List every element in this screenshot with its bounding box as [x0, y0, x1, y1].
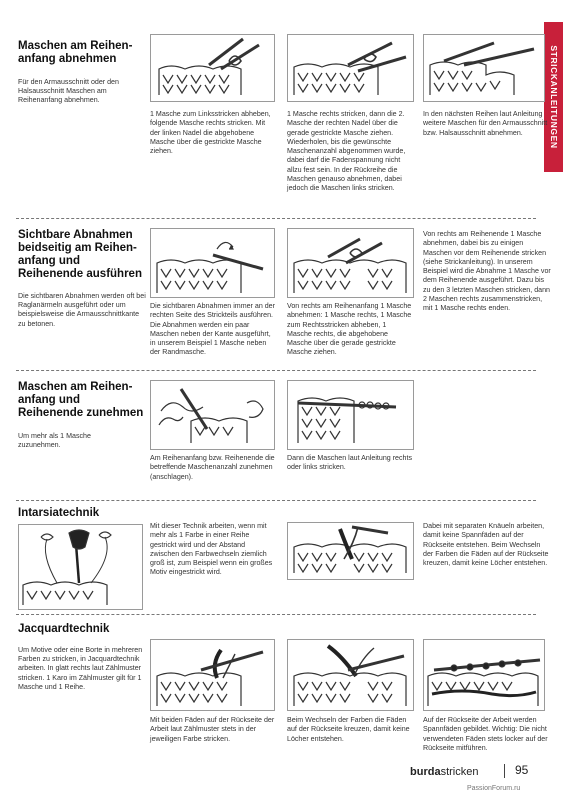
caption-abnehmen-2: 1 Masche rechts stricken, dann die 2. Masche der rechten Nadel über die gerade gestrickte Masche ziehen. Wiederholen, bis die gewünschte Maschenanzahl abgenommen wurde, dabei darf die Fadenspannung nicht allzu fest sein. In der Rückreihe die Maschen genauso abnehmen, dabei jedoch die Maschen links stricken. — [287, 110, 406, 193]
section-divider — [16, 370, 536, 371]
section-title-jacquardtechnik: Jacquardtechnik — [18, 623, 110, 635]
section-title-abnehmen: Maschen am Reihen- anfang abnehmen — [18, 40, 133, 65]
illustration-zunehmen-1 — [150, 380, 275, 450]
caption-zunehmen-1: Am Reihenanfang bzw. Reihenende die betreffende Maschenanzahl zunehmen (anschlagen). — [150, 454, 275, 481]
caption-abnehmen-1: 1 Masche zum Linksstricken abheben, folgende Masche rechts stricken. Mit der linken Nadel die abgehobene Masche über die gestrickte Masche ziehen. — [150, 110, 271, 156]
section-title-zunehmen: Maschen am Reihen- anfang und Reihenende zunehmen — [18, 381, 144, 419]
caption-jacquard-3: Auf der Rückseite der Arbeit werden Spannfäden gebildet. Wichtig: Die nicht verwendeten Fäden stets locker auf der Rückseite mitführen. — [423, 716, 548, 752]
section-tab — [544, 22, 563, 172]
illustration-intarsia-2 — [287, 522, 414, 580]
illustration-intarsia-1 — [18, 524, 143, 610]
section-divider — [16, 500, 536, 501]
illustration-jacquard-1 — [150, 639, 275, 711]
footer-separator — [504, 764, 505, 778]
caption-jacquard-2: Beim Wechseln der Farben die Fäden auf der Rückseite kreuzen, damit keine Löcher entstehen. — [287, 716, 410, 743]
caption-intarsia-1: Mit dieser Technik arbeiten, wenn mit mehr als 1 Farbe in einer Reihe gestrickt wird und der Abstand zwischen den Farbwechseln ziemlich groß ist, zum Beispiel wenn ein großes Motiv eingestrickt wird. — [150, 522, 273, 577]
caption-sichtbar-2: Von rechts am Reihenanfang 1 Masche abnehmen: 1 Masche rechts, 1 Masche zum Rechtsstricken abheben, 1 Masche rechts, die abgehobene Masche über die gerade gestrickte Masche ziehen. — [287, 302, 412, 357]
caption-sichtbar-1: Die sichtbaren Abnahmen immer an der rechten Seite des Strickteils ausführen. Die Abnahmen werden ein paar Maschen neben der Kante ausgeführt, in unserem Beispiel 1 Masche neben der Randmasche. — [150, 302, 275, 357]
section-divider — [16, 218, 536, 219]
section-intro-jacquardtechnik: Um Motive oder eine Borte in mehreren Farben zu stricken, in Jacquardtechnik arbeiten. In glatt rechts laut Zählmuster stricken. 1 Karo im Zählmuster gilt für 1 Masche und 1 Reihe. — [18, 646, 143, 691]
caption-sichtbar-3: Von rechts am Reihenende 1 Masche abnehmen, dabei bis zu einigen Maschen vor dem Reihenende stricken (siehe Strickanleitung). In unserem Beispiel wird die Abnahme 1 Masche vor dem Reihenende ausgeführt. Dazu bis zu den 3 letzten Maschen stricken, dann 2 Maschen rechts zusammenstricken, mit 1 Masche rechts enden. — [423, 230, 551, 313]
watermark-source: PassionForum.ru — [467, 785, 521, 792]
page-number: 95 — [515, 763, 529, 777]
caption-zunehmen-2: Dann die Maschen laut Anleitung rechts oder links stricken. — [287, 454, 413, 472]
caption-abnehmen-3: In den nächsten Reihen laut Anleitung weitere Maschen für den Armausschnitt bzw. Halsausschnitt abnehmen. — [423, 110, 548, 137]
section-divider — [16, 614, 536, 615]
section-intro-abnehmen: Für den Armausschnitt oder den Halsausschnitt Maschen am Reihenanfang abnehmen. — [18, 78, 119, 105]
section-intro-sichtbare-abnahmen: Die sichtbaren Abnahmen werden oft bei Raglanärmeln ausgeführt oder um beispielsweise die Armausschnittkante zu betonen. — [18, 292, 146, 328]
brand-bold: burda — [410, 766, 441, 778]
illustration-jacquard-2 — [287, 639, 414, 711]
illustration-zunehmen-2 — [287, 380, 414, 450]
section-title-sichtbare-abnahmen: Sichtbare Abnahmen beidseitig am Reihen-anfang und Reihenende ausführen — [18, 229, 142, 280]
caption-intarsia-2: Dabei mit separaten Knäueln arbeiten, damit keine Spannfäden auf der Rückseite entstehen. Beim Wechseln der Farben die Fäden auf der Rückseite kreuzen, damit keine Löcher entstehen. — [423, 522, 549, 568]
section-intro-zunehmen: Um mehr als 1 Masche zuzunehmen. — [18, 432, 91, 450]
illustration-sichtbar-2 — [287, 228, 414, 298]
illustration-jacquard-3 — [423, 639, 545, 711]
section-title-intarsiatechnik: Intarsiatechnik — [18, 507, 100, 519]
magazine-brand — [410, 766, 478, 778]
brand-light: stricken — [440, 766, 479, 778]
illustration-abnehmen-3 — [423, 34, 545, 102]
illustration-abnehmen-1 — [150, 34, 275, 102]
illustration-abnehmen-2 — [287, 34, 414, 102]
caption-jacquard-1: Mit beiden Fäden auf der Rückseite der Arbeit laut Zählmuster stets in der jeweiligen Farbe stricken. — [150, 716, 275, 743]
section-tab-label: STRICKANLEITUNGEN — [548, 45, 559, 149]
illustration-sichtbar-1 — [150, 228, 275, 298]
